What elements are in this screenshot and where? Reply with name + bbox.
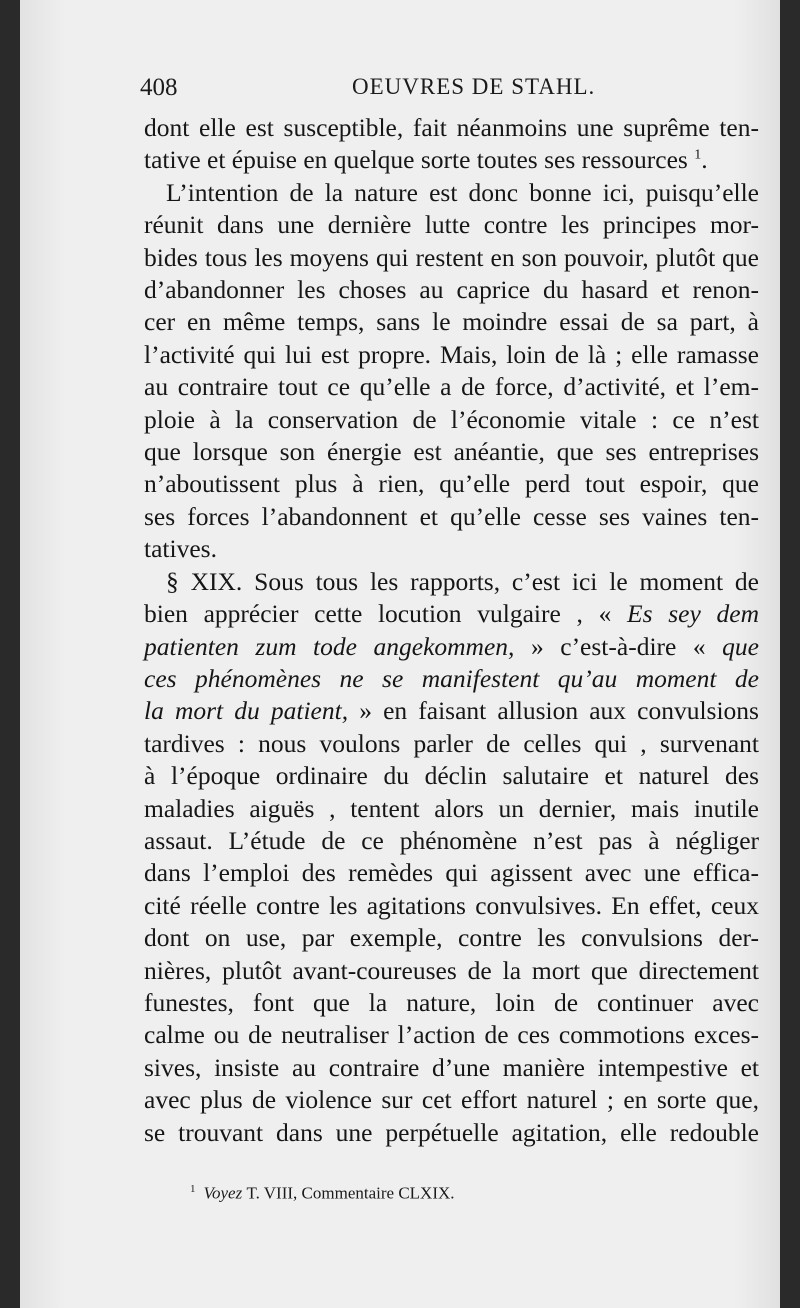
text-line: cité réelle contre les agitations convulsives. En effet, ceux [144, 890, 759, 920]
text-line: dont elle est susceptible, fait néanmoins une suprême ten- [144, 113, 759, 142]
text-line: d’abandonner les choses au caprice du hasard et renon- [144, 275, 759, 305]
text-line: nières, plutôt avant-coureuses de la mort que directement [144, 955, 759, 985]
text-line: la mort du patient, » en faisant allusion aux convulsions [144, 696, 759, 726]
text-line: l’activité qui lui est propre. Mais, loin de là ; elle ramasse [144, 339, 759, 369]
text-line: bien apprécier cette locution vulgaire , « Es sey dem [144, 599, 759, 629]
text-line: se trouvant dans une perpétuelle agitation, elle redouble [144, 1117, 759, 1147]
text-line: au contraire tout ce qu’elle a de force, d’activité, et l’em- [144, 372, 759, 402]
page-number: 408 [140, 74, 178, 101]
text-line: tatives. [144, 534, 217, 564]
text-line: avec plus de violence sur cet effort naturel ; en sorte que, [144, 1085, 759, 1115]
text-line: ces phénomènes ne se manifestent qu’au moment de [144, 663, 759, 693]
text-line: cer en même temps, sans le moindre essai de sa part, à [144, 307, 759, 337]
book-page [20, 0, 780, 1308]
text-line: sives, insiste au contraire d’une manière intempestive et [144, 1052, 759, 1082]
text-line: ses forces l’abandonnent et qu’elle cesse ses vaines ten- [144, 501, 759, 531]
text-line: tative et épuise en quelque sorte toutes ses ressources $^1$. [144, 145, 708, 175]
text-line: dont on use, par exemple, contre les convulsions der- [144, 923, 759, 953]
text-line: assaut. L’étude de ce phénomène n’est pas à négliger [144, 825, 759, 855]
footnote-marker: 1 [190, 1183, 196, 1195]
text-line: calme ou de neutraliser l’action de ces commotions exces- [144, 1020, 759, 1050]
text-line: que lorsque son énergie est anéantie, que ses entreprises [144, 437, 759, 467]
footnote-reference: 1 [694, 147, 702, 163]
footnote-text: T. VIII, Commentaire CLXIX. [246, 1183, 455, 1203]
text-line: ploie à la conservation de l’économie vitale : ce n’est [144, 404, 759, 434]
running-header [140, 74, 760, 114]
text-line: tardives : nous voulons parler de celles qui , survenant [144, 728, 759, 758]
footnote [190, 1183, 455, 1204]
text-line: patienten zum tode angekommen, » c’est-à-dire « que [144, 631, 759, 661]
body-text [144, 112, 759, 1149]
text-line: funestes, font que la nature, loin de continuer avec [144, 987, 759, 1017]
footnote-voyez: Voyez [203, 1183, 243, 1203]
text-line: à l’époque ordinaire du déclin salutaire et naturel des [144, 761, 759, 791]
text-line: L’intention de la nature est donc bonne ici, puisqu’elle [166, 177, 759, 207]
text-line: réunit dans une dernière lutte contre les principes mor- [144, 210, 759, 240]
running-title: OEUVRES DE STAHL. [352, 74, 596, 99]
text-line: maladies aiguës , tentent alors un dernier, mais inutile [144, 793, 759, 823]
text-line: bides tous les moyens qui restent en son pouvoir, plutôt que [144, 242, 759, 272]
section-heading-line: § XIX. Sous tous les rapports, c’est ici le moment de [166, 566, 759, 596]
text-line: dans l’emploi des remèdes qui agissent avec une effica- [144, 858, 759, 888]
text-line: n’aboutissent plus à rien, qu’elle perd tout espoir, que [144, 469, 759, 499]
